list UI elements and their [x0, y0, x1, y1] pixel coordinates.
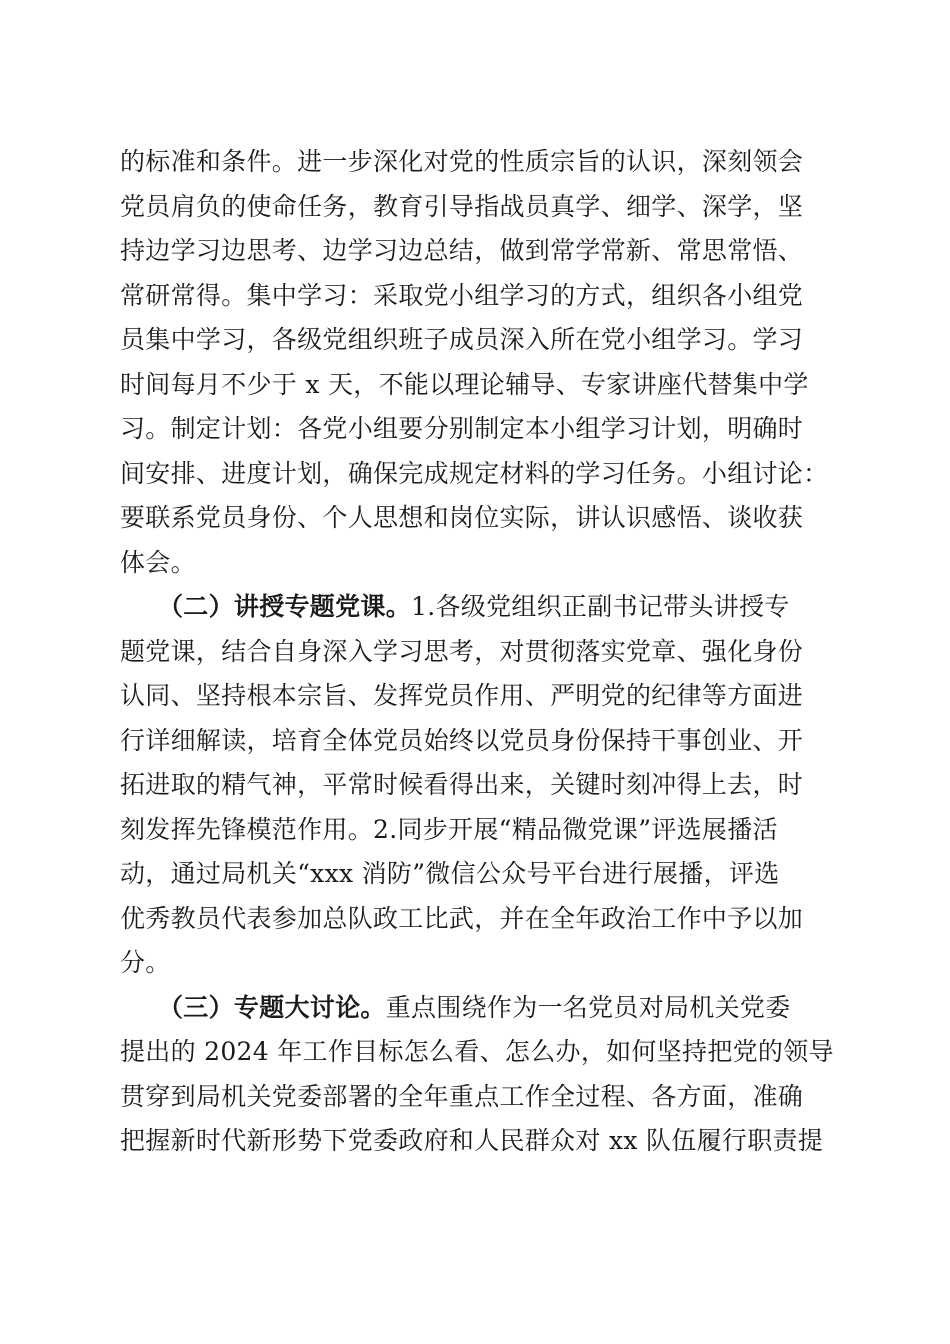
text-line: 的标准和条件。进一步深化对党的性质宗旨的认识，深刻领会 — [120, 147, 804, 176]
text-line: 要联系党员身份、个人思想和岗位实际，讲认识感悟、谈收获 — [120, 503, 804, 532]
text-line: 认同、坚持根本宗旨、发挥党员作用、严明党的纪律等方面进 — [120, 681, 804, 710]
text-line: 优秀教员代表参加总队政工比武，并在全年政治工作中予以加 — [120, 903, 804, 933]
section-2-heading: （二）讲授专题党课。 — [158, 592, 412, 621]
section-3-first-line-text: 重点围绕作为一名党员对局机关党委 — [385, 992, 791, 1022]
text-line: 提出的 2024 年工作目标怎么看、怎么办，如何坚持把党的领导 — [120, 1037, 834, 1066]
text-line: 题党课，结合自身深入学习思考，对贯彻落实党章、强化身份 — [120, 636, 804, 666]
document-body — [120, 140, 840, 1164]
section-3-heading: （三）专题大讨论。 — [158, 992, 386, 1022]
section-3-first-line — [120, 986, 840, 1031]
text-line: 拓进取的精气神，平常时候看得出来，关键时刻冲得上去，时 — [120, 770, 804, 799]
text-line: 党员肩负的使命任务，教育引导指战员真学、细学、深学，坚 — [120, 191, 804, 221]
text-line: 时间每月不少于 x 天，不能以理论辅导、专家讲座代替集中学 — [120, 369, 809, 399]
text-line: 间安排、进度计划，确保完成规定材料的学习任务。小组讨论： — [120, 458, 829, 488]
text-line: 持边学习边思考、边学习边总结，做到常学常新、常思常悟、 — [120, 236, 804, 265]
section-2-first-line-text: 1.各级党组织正副书记带头讲授专 — [411, 592, 790, 621]
text-line: 行详细解读，培育全体党员始终以党员身份保持干事创业、开 — [120, 725, 804, 755]
text-line: 贯穿到局机关党委部署的全年重点工作全过程、各方面，准确 — [120, 1081, 804, 1111]
text-line: 动，通过局机关“xxx 消防”微信公众号平台进行展播，评选 — [120, 859, 780, 888]
text-line: 分。 — [120, 948, 171, 977]
text-line: 员集中学习，各级党组织班子成员深入所在党小组学习。学习 — [120, 325, 804, 354]
text-line: 把握新时代新形势下党委政府和人民群众对 xx 队伍履行职责提 — [120, 1126, 824, 1155]
text-line: 习。制定计划：各党小组要分别制定本小组学习计划，明确时 — [120, 414, 804, 443]
text-line: 刻发挥先锋模范作用。2.同步开展“精品微党课”评选展播活 — [120, 814, 778, 844]
section-2-first-line — [120, 585, 840, 630]
text-line: 常研常得。集中学习：采取党小组学习的方式，组织各小组党 — [120, 280, 804, 310]
text-line: 体会。 — [120, 547, 196, 577]
